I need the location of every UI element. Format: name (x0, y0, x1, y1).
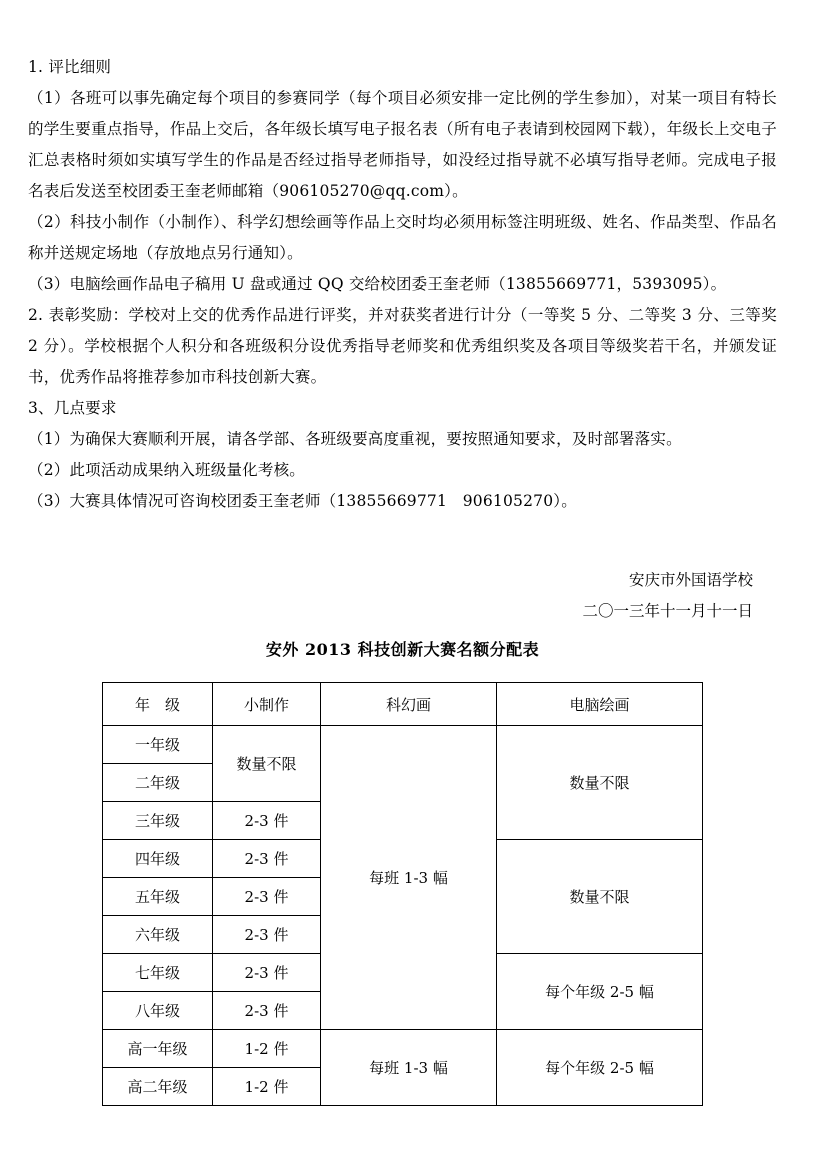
table-row (103, 726, 703, 764)
cell-grade: 五年级 (103, 878, 213, 916)
cell-grade: 三年级 (103, 802, 213, 840)
paragraph-criteria-1: （1）各班可以事先确定每个项目的参赛同学（每个项目必须安排一定比例的学生参加），对某一项目有特长的学生要重点指导，作品上交后，各年级长填写电子报名表（所有电子表请到校园网下载），年级长上交电子汇总表格时须如实填写学生的作品是否经过指导老师指导，如没经过指导就不必填写指导老师。完成电子报名表后发送至校团委王奎老师邮箱（906105270@qq.com）。 (28, 89, 777, 200)
cell-craft: 1-2 件 (213, 1030, 321, 1068)
cell-grade: 一年级 (103, 726, 213, 764)
cell-digital: 数量不限 (497, 726, 703, 840)
section-heading-requirements: 3、几点要求 (28, 399, 117, 417)
cell-grade: 高一年级 (103, 1030, 213, 1068)
cell-scifi: 每班 1-3 幅 (321, 1030, 497, 1106)
table-title: 安外 2013 科技创新大赛名额分配表 (265, 640, 540, 659)
cell-digital: 每个年级 2-5 幅 (497, 1030, 703, 1106)
cell-craft: 2-3 件 (213, 954, 321, 992)
column-header-scifi: 科幻画 (321, 683, 497, 726)
cell-grade: 六年级 (103, 916, 213, 954)
cell-digital: 每个年级 2-5 幅 (497, 954, 703, 1030)
section-heading-awards: 2. 表彰奖励：学校对上交的优秀作品进行评奖，并对获奖者进行计分（一等奖 5 分、二等奖 3 分、三等奖 2 分）。学校根据个人积分和各班级积分设优秀指导老师奖和优秀组织奖及各项目等级奖若干名，并颁发证书，优秀作品将推荐参加市科技创新大赛。 (28, 306, 777, 386)
cell-grade: 四年级 (103, 840, 213, 878)
paragraph-requirement-1: （1）为确保大赛顺利开展，请各学部、各班级要高度重视，要按照通知要求，及时部署落实。 (28, 430, 682, 448)
paragraph-criteria-3: （3）电脑绘画作品电子稿用 U 盘或通过 QQ 交给校团委王奎老师（13855669771，5393095）。 (28, 275, 727, 293)
cell-grade: 高二年级 (103, 1068, 213, 1106)
column-header-grade: 年 级 (103, 683, 213, 726)
cell-grade: 八年级 (103, 992, 213, 1030)
cell-craft: 2-3 件 (213, 878, 321, 916)
quota-allocation-table (102, 682, 703, 1106)
cell-craft: 2-3 件 (213, 916, 321, 954)
cell-craft: 2-3 件 (213, 802, 321, 840)
cell-craft: 2-3 件 (213, 992, 321, 1030)
section-heading-criteria: 1. 评比细则 (28, 58, 112, 76)
table-header-row (103, 683, 703, 726)
cell-grade: 二年级 (103, 764, 213, 802)
paragraph-requirement-2: （2）此项活动成果纳入班级量化考核。 (28, 461, 305, 479)
cell-craft: 2-3 件 (213, 840, 321, 878)
column-header-digital: 电脑绘画 (497, 683, 703, 726)
signature-school: 安庆市外国语学校 (628, 571, 753, 589)
paragraph-criteria-2: （2）科技小制作（小制作）、科学幻想绘画等作品上交时均必须用标签注明班级、姓名、作品类型、作品名称并送规定场地（存放地点另行通知）。 (28, 213, 777, 262)
table-row (103, 1030, 703, 1068)
cell-grade: 七年级 (103, 954, 213, 992)
cell-scifi: 每班 1-3 幅 (321, 726, 497, 1030)
cell-craft: 1-2 件 (213, 1068, 321, 1106)
signature-block (28, 565, 777, 627)
paragraph-requirement-3: （3）大赛具体情况可咨询校团委王奎老师（13855669771 906105270）。 (28, 492, 577, 510)
column-header-craft: 小制作 (213, 683, 321, 726)
signature-date: 二〇一三年十一月十一日 (582, 602, 753, 620)
cell-craft: 数量不限 (213, 726, 321, 802)
cell-digital: 数量不限 (497, 840, 703, 954)
